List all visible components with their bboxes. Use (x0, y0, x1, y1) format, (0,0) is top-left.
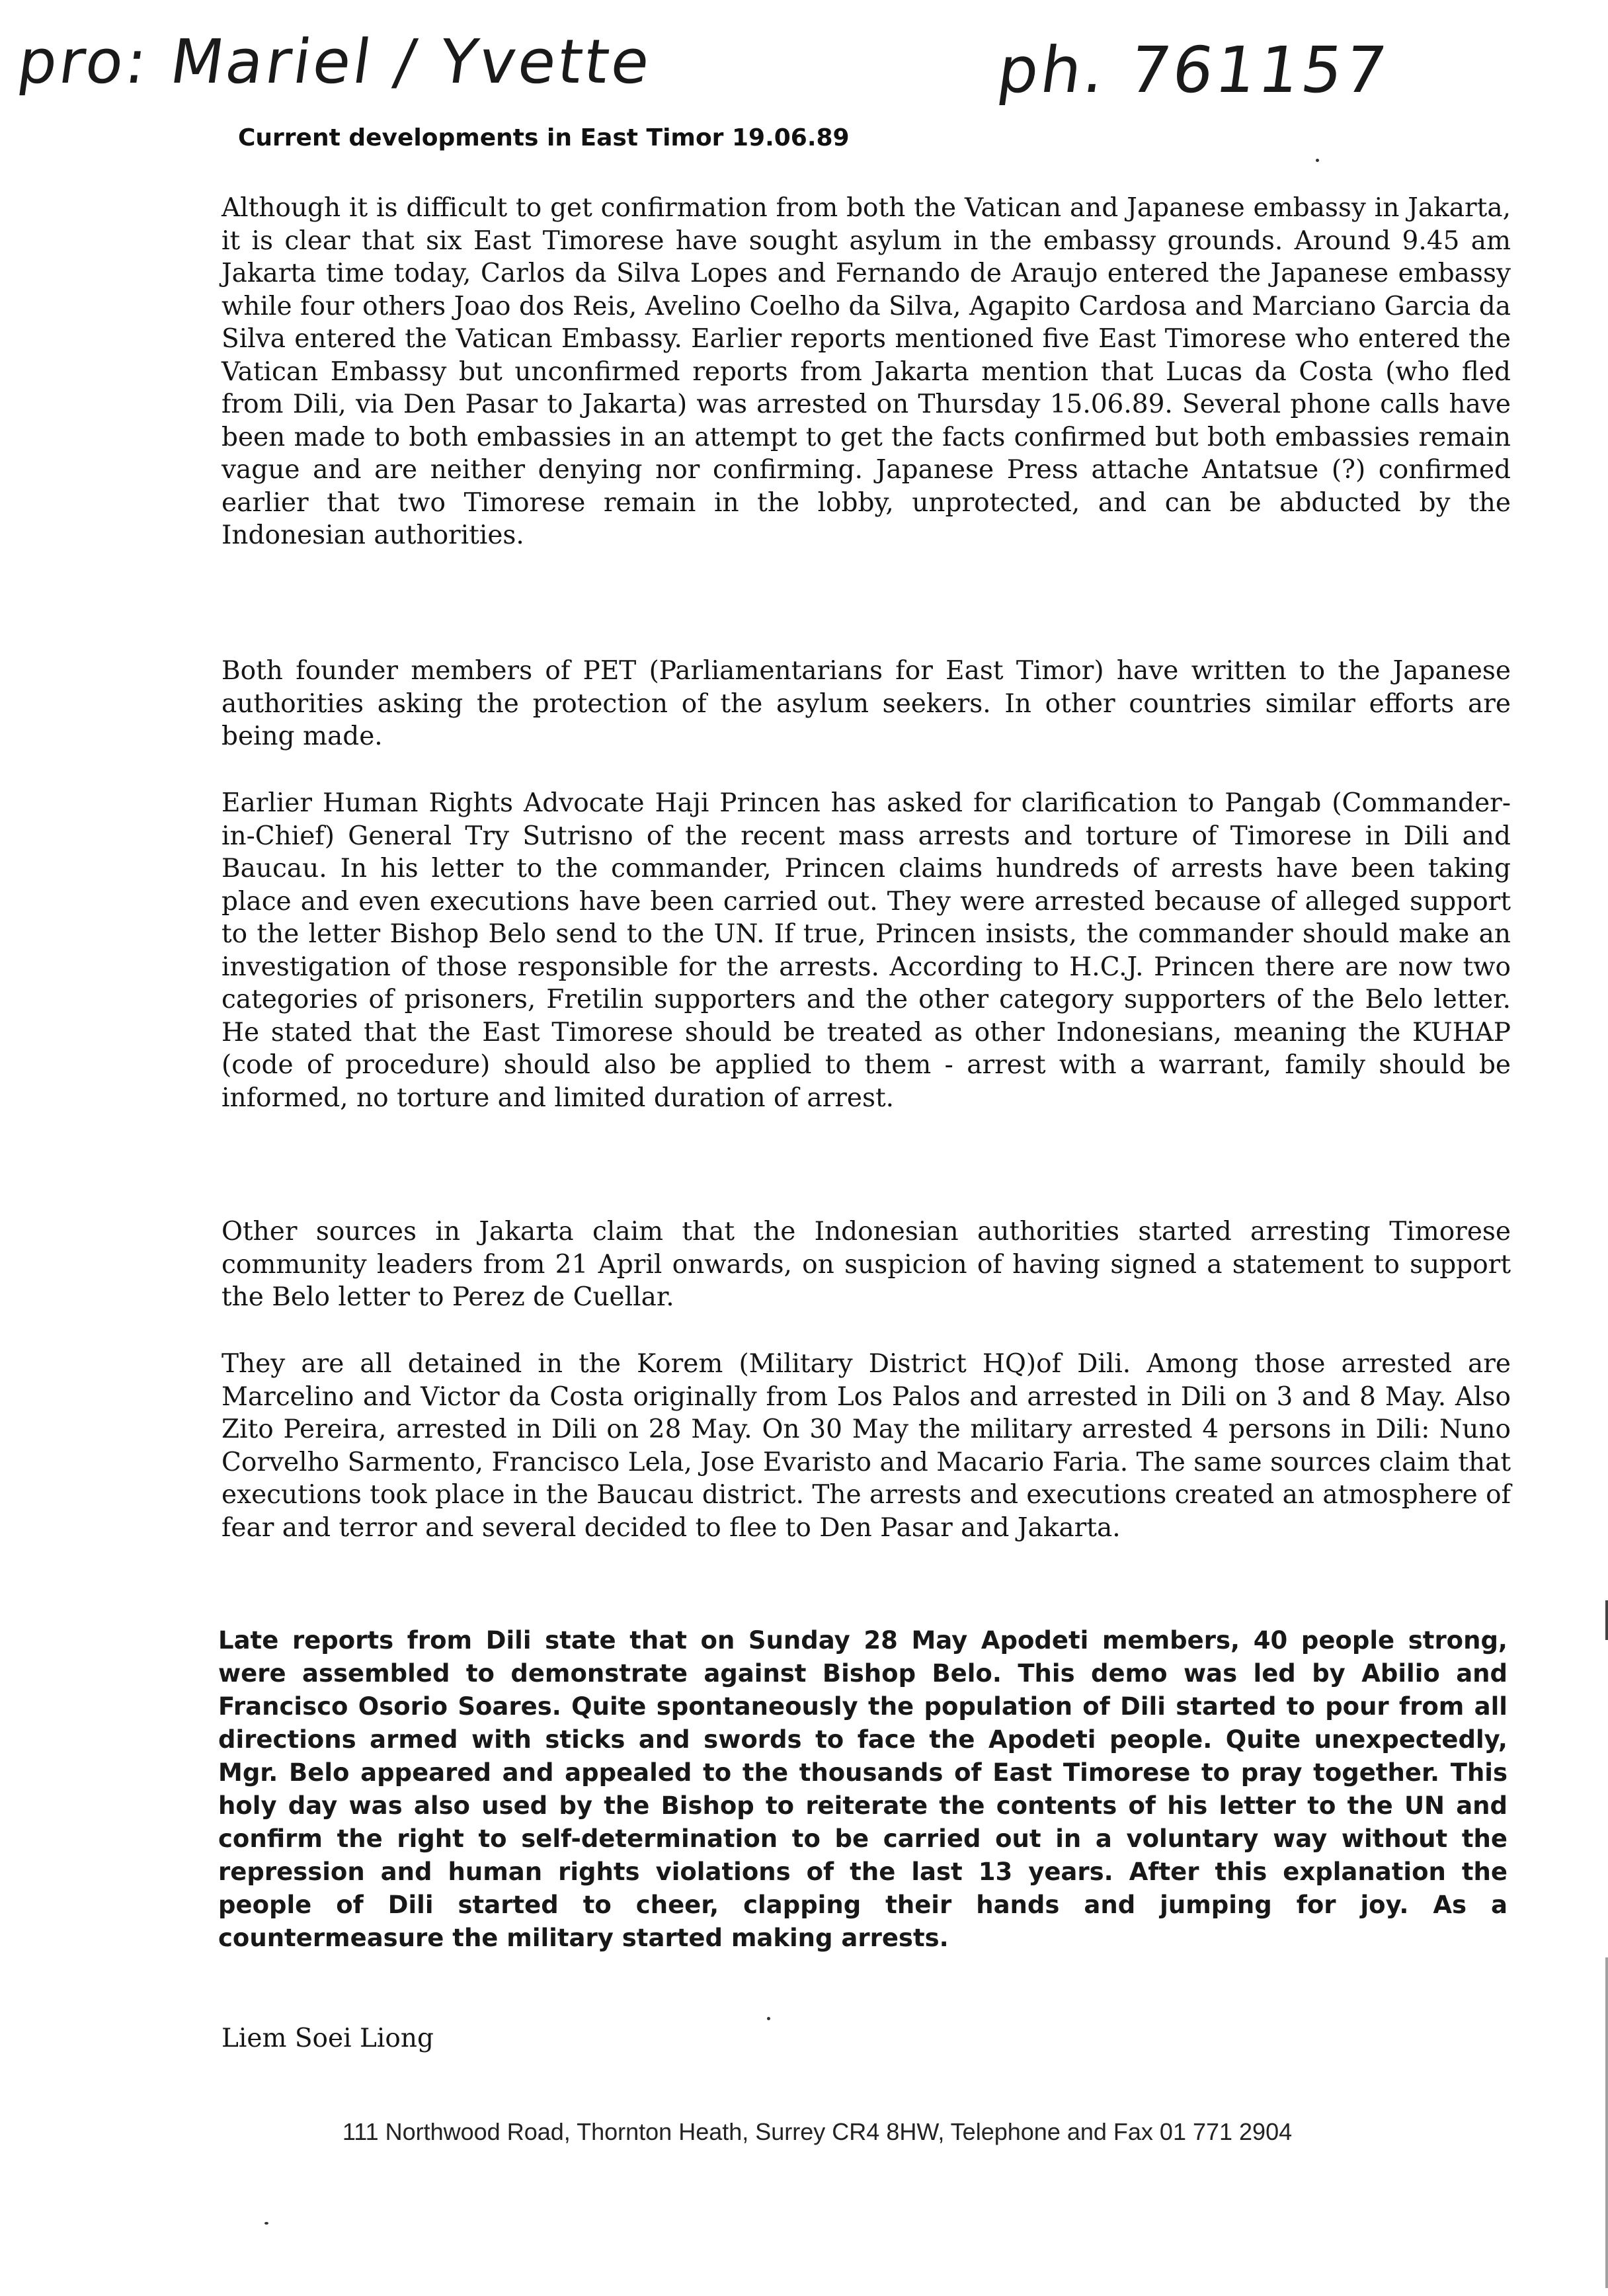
handwritten-recipients-note: pro: Mariel / Yvette (13, 26, 657, 97)
scan-edge-mark (1605, 1600, 1608, 1640)
paragraph-princen: Earlier Human Rights Advocate Haji Princen has asked for clarification to Pangab (Commander-in-Chief) General Try Sutrisno of the recent mass arrests and torture of Timorese in Dili and Baucau. In his letter to the commander, Princen claims hundreds of arrests have been taking place and even executions have been carried out. They were arrested because of alleged support to the letter Bishop Belo send to the UN. If true, Princen insists, the commander should make an investigation of those responsible for the arrests. According to H.C.J. Princen there are now two categories of prisoners, Fretilin supporters and the other category supporters of the Belo letter. He stated that the East Timorese should be treated as other Indonesians, meaning the KUHAP (code of procedure) should also be applied to them - arrest with a warrant, family should be informed, no torture and limited duration of arrest. (221, 788, 1511, 1113)
paragraph-late-reports: Late reports from Dili state that on Sunday 28 May Apodeti members, 40 people strong, were assembled to demonstrate against Bishop Belo. This demo was led by Abilio and Francisco Osorio Soares. Quite spontaneously the population of Dili started to pour from all directions armed with sticks and swords to face the Apodeti people. Quite unexpectedly, Mgr. Belo appeared and appealed to the thousands of East Timorese to pray together. This holy day was also used by the Bishop to reiterate the contents of his letter to the UN and confirm the right to self-determination to be carried out in a voluntary way without the repression and human rights violations of the last 13 years. After this explanation the people of Dili started to cheer, clapping their hands and jumping for joy. As a countermeasure the military started making arrests. (218, 1626, 1508, 1952)
paragraph-asylum: Although it is difficult to get confirmation from both the Vatican and Japanese embassy in Jakarta, it is clear that six East Timorese have sought asylum in the embassy grounds. Around 9.45 am Jakarta time today, Carlos da Silva Lopes and Fernando de Araujo entered the Japanese embassy while four others Joao dos Reis, Avelino Coelho da Silva, Agapito Cardosa and Marciano Garcia da Silva entered the Vatican Embassy. Earlier reports mentioned five East Timorese who entered the Vatican Embassy but unconfirmed reports from Jakarta mention that Lucas da Costa (who fled from Dili, via Den Pasar to Jakarta) was arrested on Thursday 15.06.89. Several phone calls have been made to both embassies in an attempt to get the facts confirmed but both embassies remain vague and are neither denying nor confirming. Japanese Press attache Antatsue (?) confirmed earlier that two Timorese remain in the lobby, unprotected, and can be abducted by the Indonesian authorities. (221, 193, 1511, 550)
scan-speck (264, 2222, 268, 2225)
document-title: Current developments in East Timor 19.06.89 (238, 124, 850, 151)
paragraph-other-sources: Other sources in Jakarta claim that the Indonesian authorities started arresting Timorese community leaders from 21 April onwards, on suspicion of having signed a statement to support the Belo letter to Perez de Cuellar. (221, 1217, 1511, 1312)
footer-address: 111 Northwood Road, Thornton Heath, Surrey CR4 8HW, Telephone and Fax 01 771 2904 (342, 2118, 1293, 2145)
scan-speck (1316, 159, 1319, 162)
signature: Liem Soei Liong (221, 2024, 434, 2053)
scan-edge-mark (1605, 1957, 1608, 2288)
paragraph-detained: They are all detained in the Korem (Military District HQ)of Dili. Among those arrested are Marcelino and Victor da Costa originally from Los Palos and arrested in Dili on 3 and 8 May. Also Zito Pereira, arrested in Dili on 28 May. On 30 May the military arrested 4 persons in Dili: Nuno Corvelho Sarmento, Francisco Lela, Jose Evaristo and Macario Faria. The same sources claim that executions took place in the Baucau district. The arrests and executions created an atmosphere of fear and terror and several decided to flee to Den Pasar and Jakarta. (221, 1349, 1511, 1543)
paragraph-pet: Both founder members of PET (Parliamentarians for East Timor) have written to the Japanese authorities asking the protection of the asylum seekers. In other countries similar efforts are being made. (221, 656, 1511, 751)
scan-speck (767, 2017, 770, 2020)
handwritten-phone-note: ph. 761157 (993, 33, 1394, 107)
